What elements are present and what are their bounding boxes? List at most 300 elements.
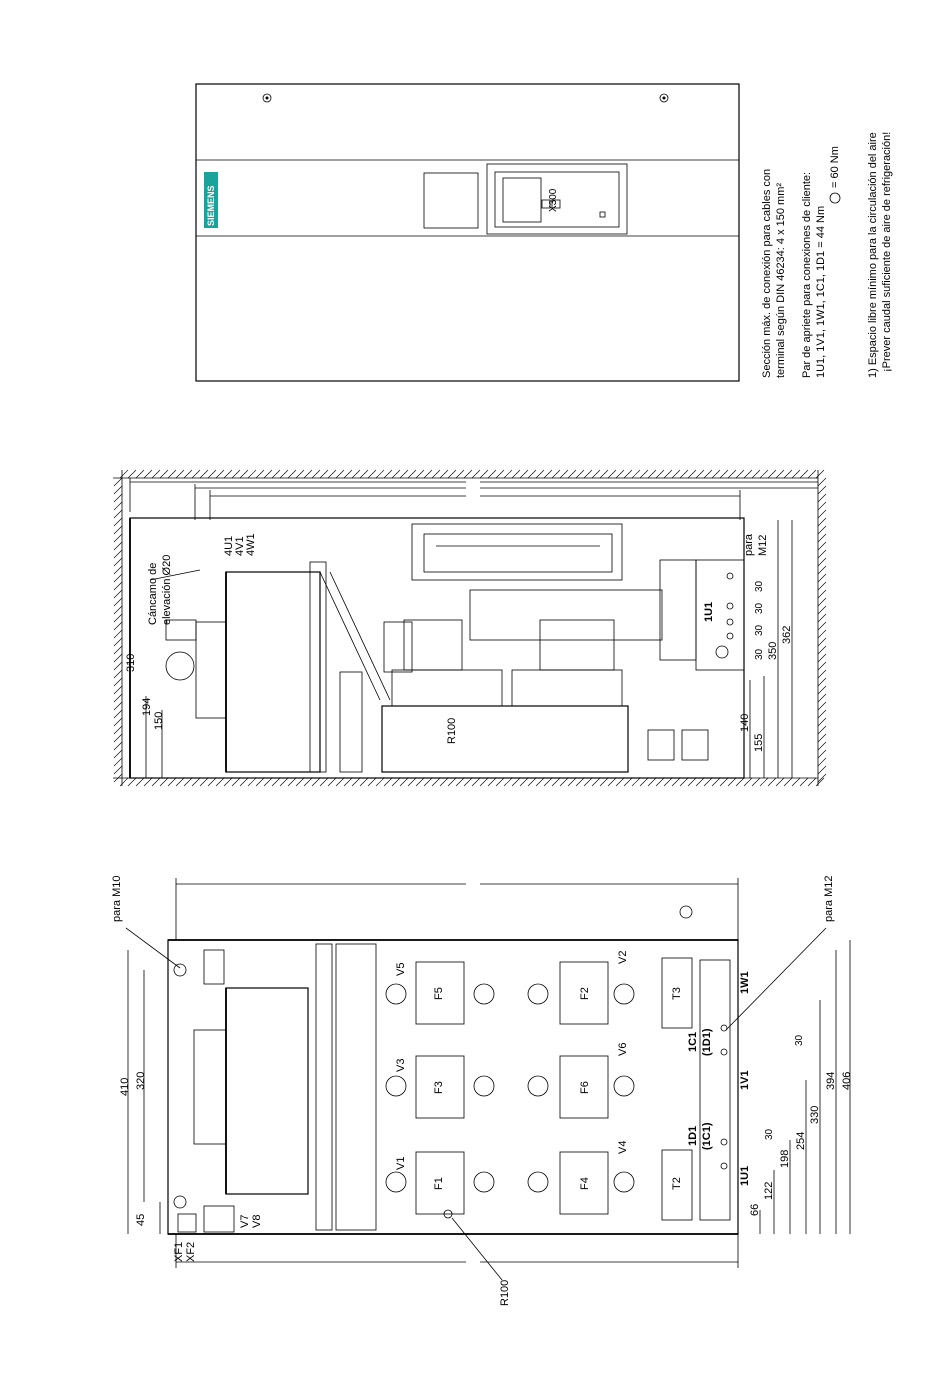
siemens-logo-text: SIEMENS — [206, 185, 216, 226]
hatch-line — [384, 778, 392, 786]
top-view — [111, 876, 853, 1306]
hatch-line — [600, 470, 608, 478]
hatch-line — [400, 778, 408, 786]
hatch-line — [528, 470, 536, 478]
front-view — [196, 84, 739, 381]
hatch-line — [114, 734, 122, 742]
capacitor — [340, 672, 362, 772]
hatch-line — [264, 470, 272, 478]
hatch-line — [818, 526, 826, 534]
hatch-line — [816, 778, 824, 786]
hatch-line — [818, 582, 826, 590]
fuse-f6: F6 — [579, 1081, 591, 1094]
hatch-line — [560, 470, 568, 478]
front-outline — [196, 84, 739, 381]
hatch-line — [416, 470, 424, 478]
hatch-line — [704, 470, 712, 478]
hatch-line — [368, 470, 376, 478]
hatch-line — [114, 574, 122, 582]
hatch-line — [114, 502, 122, 510]
hatch-line — [280, 778, 288, 786]
hatch-line — [114, 606, 122, 614]
hatch-line — [216, 470, 224, 478]
hatch-line — [640, 470, 648, 478]
note-line-1: Sección máx. de conexión para cables con — [761, 168, 773, 378]
transformer-t3: T3 — [671, 987, 683, 1000]
hatch-line — [584, 470, 592, 478]
hatch-line — [114, 670, 122, 678]
hatch-line — [160, 470, 168, 478]
hatch-line — [648, 470, 656, 478]
hatch-line — [600, 778, 608, 786]
fuse-f5: F5 — [433, 987, 445, 1000]
hatch-line — [416, 778, 424, 786]
hatch-line — [784, 470, 792, 478]
hatch-line — [144, 470, 152, 478]
fuse-f3: F3 — [433, 1081, 445, 1094]
hatch-line — [744, 470, 752, 478]
hatch-line — [114, 550, 122, 558]
hatch-line — [818, 534, 826, 542]
terminal-1u1: 1U1 — [739, 1165, 751, 1186]
hatch-line — [640, 778, 648, 786]
hatch-line — [136, 778, 144, 786]
side-enclosure — [130, 518, 744, 778]
fan-housing — [226, 572, 320, 772]
bolt-label-m12: M12 — [757, 534, 769, 556]
dim-spacing-2: 30 — [754, 602, 765, 614]
hatch-line — [114, 646, 122, 654]
hatch-line — [624, 778, 632, 786]
hatch-line — [472, 778, 480, 786]
hatch-line — [440, 470, 448, 478]
hatch-line — [114, 582, 122, 590]
hatch-line — [728, 778, 736, 786]
hatch-line — [488, 778, 496, 786]
hatch-line — [184, 470, 192, 478]
hatch-line — [776, 778, 784, 786]
hatch-line — [818, 662, 826, 670]
hatch-line — [560, 778, 568, 786]
hatch-line — [536, 470, 544, 478]
dim-66: 66 — [749, 1203, 761, 1216]
thyristor-v1: V1 — [395, 1156, 407, 1170]
heatsink — [382, 706, 628, 772]
hatch-line — [114, 694, 122, 702]
hatch-line — [688, 778, 696, 786]
hatch-line — [152, 778, 160, 786]
hatch-line — [818, 678, 826, 686]
fuse-f4: F4 — [579, 1177, 591, 1190]
hatch-line — [818, 702, 826, 710]
hatch-line — [176, 470, 184, 478]
hatch-line — [818, 646, 826, 654]
hatch-line — [712, 778, 720, 786]
hatch-line — [304, 778, 312, 786]
hatch-line — [818, 726, 826, 734]
mounting-hole-icon — [174, 1196, 186, 1208]
note-line-6: 1) Espacio libre mínimo para la circulación del aire — [867, 132, 879, 378]
hatch-line — [504, 778, 512, 786]
hatch-line — [792, 470, 800, 478]
hatch-line — [264, 778, 272, 786]
hatch-line — [816, 470, 824, 478]
fuse-grid — [386, 962, 634, 1218]
hatch-line — [344, 778, 352, 786]
hatch-line — [818, 710, 826, 718]
terminal-1c1: 1C1 — [687, 1031, 699, 1052]
dim-198: 198 — [779, 1149, 791, 1168]
output-busbar — [700, 960, 730, 1220]
hatch-line — [114, 558, 122, 566]
hatch-line — [296, 470, 304, 478]
hatch-line — [752, 778, 760, 786]
hatch-line — [392, 778, 400, 786]
thyristor-v4: V4 — [617, 1140, 629, 1154]
hatch-line — [114, 758, 122, 766]
hatch-line — [114, 542, 122, 550]
hatch-line — [128, 778, 136, 786]
hatch-line — [744, 778, 752, 786]
hatch-line — [818, 718, 826, 726]
hatch-line — [800, 778, 808, 786]
hatch-line — [232, 778, 240, 786]
hatch-line — [464, 470, 472, 478]
hatch-line — [720, 470, 728, 478]
hatch-line — [818, 486, 826, 494]
hatch-line — [200, 778, 208, 786]
hatch-line — [296, 778, 304, 786]
hatch-line — [584, 778, 592, 786]
hatch-line — [818, 558, 826, 566]
hatch-line — [818, 758, 826, 766]
fuse-f2: F2 — [579, 987, 591, 1000]
hatch-line — [256, 470, 264, 478]
hatch-line — [114, 494, 122, 502]
bolt-label-para: para — [743, 533, 755, 556]
dim-155: 155 — [753, 733, 765, 752]
hatch-line — [496, 470, 504, 478]
hatch-line — [368, 778, 376, 786]
dim-330: 330 — [809, 1105, 821, 1124]
hatch-line — [520, 470, 528, 478]
hatch-line — [520, 778, 528, 786]
hatch-line — [760, 778, 768, 786]
hatch-line — [544, 470, 552, 478]
hatch-line — [114, 510, 122, 518]
hatch-line — [168, 470, 176, 478]
hatch-line — [114, 598, 122, 606]
hatch-line — [352, 778, 360, 786]
dim-122: 122 — [763, 1181, 775, 1200]
thyristor-v3: V3 — [395, 1058, 407, 1072]
hatch-line — [376, 778, 384, 786]
hatch-line — [568, 778, 576, 786]
hatch-line — [552, 470, 560, 478]
hatch-line — [392, 470, 400, 478]
hatch-line — [544, 778, 552, 786]
hatch-line — [704, 778, 712, 786]
hatch-line — [504, 470, 512, 478]
hatch-line — [768, 470, 776, 478]
eyebolt-label-2: elevación Ø20 — [161, 554, 173, 625]
hatch-line — [818, 542, 826, 550]
hatch-line — [480, 470, 488, 478]
hatch-line — [624, 470, 632, 478]
hatch-line — [114, 710, 122, 718]
hatch-line — [712, 470, 720, 478]
hatch-line — [360, 470, 368, 478]
hatch-line — [432, 778, 440, 786]
hatch-line — [192, 470, 200, 478]
hatch-line — [818, 774, 826, 782]
thyristor-v5: V5 — [395, 962, 407, 976]
dim-spacing-4: 30 — [754, 648, 765, 660]
hatch-line — [818, 606, 826, 614]
dim-spacing-a: 30 — [794, 1034, 805, 1046]
hatch-line — [114, 718, 122, 726]
terminal-1v1: 1V1 — [739, 1070, 751, 1090]
hatch-line — [168, 778, 176, 786]
hatch-line — [360, 778, 368, 786]
hatch-line — [592, 778, 600, 786]
hatch-line — [818, 670, 826, 678]
thyristor-v7: V7 — [239, 1214, 251, 1228]
wall-hatching — [109, 468, 830, 786]
dim-406: 406 — [841, 1071, 853, 1090]
hatch-line — [408, 470, 416, 478]
hatch-line — [728, 470, 736, 478]
hatch-line — [752, 470, 760, 478]
hatch-line — [312, 470, 320, 478]
hatch-line — [136, 470, 144, 478]
hatch-line — [800, 470, 808, 478]
terminal-4w1: 4W1 — [245, 533, 257, 556]
dim-spacing-1: 30 — [754, 580, 765, 592]
hatch-line — [408, 778, 416, 786]
terminal-1d1-alt: (1D1) — [701, 1028, 713, 1056]
hatch-line — [480, 778, 488, 786]
hatch-line — [818, 638, 826, 646]
hatch-line — [608, 778, 616, 786]
hatch-line — [216, 778, 224, 786]
hatch-line — [400, 470, 408, 478]
hatch-line — [114, 590, 122, 598]
hatch-line — [114, 526, 122, 534]
hatch-line — [784, 778, 792, 786]
hatch-line — [114, 566, 122, 574]
hatch-line — [818, 654, 826, 662]
hatch-line — [208, 778, 216, 786]
thyristor-v8: V8 — [251, 1214, 263, 1228]
hatch-line — [818, 734, 826, 742]
hatch-line — [114, 622, 122, 630]
note-line-4: 1U1, 1V1, 1W1, 1C1, 1D1 = 44 Nm — [815, 205, 827, 378]
hatch-line — [376, 470, 384, 478]
hatch-line — [488, 470, 496, 478]
note-line-7: ¡Prever caudal suficiente de aire de refrigeración! — [881, 131, 893, 372]
hatch-line — [456, 778, 464, 786]
hatch-line — [384, 470, 392, 478]
thyristor-v6: V6 — [617, 1042, 629, 1056]
ground-symbol-icon — [830, 193, 840, 203]
hatch-line — [448, 778, 456, 786]
ground-terminal-icon — [680, 906, 692, 918]
transformer — [226, 988, 308, 1194]
hatch-line — [664, 470, 672, 478]
hatch-line — [808, 778, 816, 786]
hatch-line — [192, 778, 200, 786]
terminal-1c1-alt: (1C1) — [701, 1122, 713, 1150]
label-para-m10: para M10 — [111, 875, 123, 922]
note-line-2: terminal según DIN 46234: 4 x 150 mm² — [775, 182, 787, 378]
hatch-line — [680, 778, 688, 786]
hatch-line — [352, 470, 360, 478]
terminal-4u1: 4U1 — [223, 535, 235, 556]
hatch-line — [232, 470, 240, 478]
hatch-line — [632, 778, 640, 786]
side-view — [109, 468, 830, 786]
note-line-3: Par de apriete para conexiones de cliente: — [801, 171, 813, 378]
hatch-line — [114, 534, 122, 542]
hatch-line — [656, 778, 664, 786]
hatch-line — [248, 778, 256, 786]
hatch-line — [680, 470, 688, 478]
hatch-line — [256, 778, 264, 786]
notes — [761, 132, 893, 378]
terminal-block-1u1: 1U1 — [703, 601, 715, 622]
eyebolt-label-1: Cáncamo de — [147, 562, 159, 625]
hatch-line — [200, 470, 208, 478]
hatch-line — [272, 470, 280, 478]
hatch-line — [688, 470, 696, 478]
hatch-line — [818, 598, 826, 606]
dim-150: 150 — [153, 711, 165, 730]
hatch-line — [114, 702, 122, 710]
hatch-line — [224, 778, 232, 786]
hatch-line — [568, 470, 576, 478]
xf-connector — [178, 1214, 196, 1232]
hatch-line — [114, 654, 122, 662]
hatch-line — [472, 470, 480, 478]
ground-terminal-icon — [716, 646, 728, 658]
hatch-line — [248, 470, 256, 478]
hatch-line — [114, 638, 122, 646]
hatch-line — [114, 686, 122, 694]
hatch-line — [456, 470, 464, 478]
hatch-line — [672, 470, 680, 478]
hatch-line — [818, 478, 826, 486]
terminal-4v1: 4V1 — [234, 536, 246, 556]
hatch-line — [818, 574, 826, 582]
hatch-line — [720, 778, 728, 786]
hatch-line — [818, 694, 826, 702]
hatch-line — [818, 766, 826, 774]
hatch-line — [792, 778, 800, 786]
hatch-line — [114, 750, 122, 758]
hatch-line — [656, 470, 664, 478]
hatch-line — [114, 742, 122, 750]
hatch-line — [760, 470, 768, 478]
note-line-5: = 60 Nm — [829, 146, 841, 188]
hatch-line — [818, 686, 826, 694]
terminal-1d1: 1D1 — [687, 1125, 699, 1146]
hatch-line — [808, 470, 816, 478]
terminal-1w1: 1W1 — [739, 971, 751, 994]
hatch-line — [448, 470, 456, 478]
mounting-hole-icon — [174, 964, 186, 976]
hatch-line — [464, 778, 472, 786]
hatch-line — [818, 614, 826, 622]
hatch-line — [818, 510, 826, 518]
hatch-line — [818, 550, 826, 558]
dim-394: 394 — [825, 1071, 837, 1090]
hatch-line — [424, 778, 432, 786]
hatch-line — [336, 778, 344, 786]
hatch-line — [312, 778, 320, 786]
hatch-line — [818, 630, 826, 638]
hatch-line — [512, 470, 520, 478]
hatch-line — [592, 470, 600, 478]
hatch-line — [224, 470, 232, 478]
hatch-line — [114, 766, 122, 774]
hatch-line — [288, 470, 296, 478]
hatch-line — [696, 778, 704, 786]
hatch-line — [664, 778, 672, 786]
hatch-line — [114, 630, 122, 638]
control-board — [412, 524, 622, 580]
hatch-line — [440, 778, 448, 786]
dim-350: 350 — [767, 641, 779, 660]
hatch-line — [304, 470, 312, 478]
dim-320: 320 — [135, 1071, 147, 1090]
hatch-line — [536, 778, 544, 786]
hatch-line — [336, 470, 344, 478]
hatch-line — [818, 742, 826, 750]
hatch-line — [776, 470, 784, 478]
hatch-line — [818, 622, 826, 630]
hatch-line — [328, 470, 336, 478]
hatch-line — [818, 750, 826, 758]
hatch-line — [114, 614, 122, 622]
dim-362: 362 — [781, 625, 793, 644]
hatch-line — [280, 470, 288, 478]
hatch-line — [616, 470, 624, 478]
dim-310: 310 — [125, 653, 137, 672]
hatch-line — [114, 662, 122, 670]
hatch-line — [208, 470, 216, 478]
hatch-line — [818, 518, 826, 526]
transformer-t2: T2 — [671, 1177, 683, 1190]
hatch-line — [328, 778, 336, 786]
hatch-line — [320, 778, 328, 786]
hatch-line — [120, 470, 128, 478]
hatch-line — [648, 778, 656, 786]
hatch-line — [114, 678, 122, 686]
hatch-line — [696, 470, 704, 478]
hatch-line — [608, 470, 616, 478]
dim-45: 45 — [135, 1213, 147, 1226]
hatch-line — [632, 470, 640, 478]
thyristor-v2: V2 — [617, 950, 629, 964]
connector-xf1: XF1 — [173, 1241, 185, 1262]
hatch-line — [152, 470, 160, 478]
hatch-line — [288, 778, 296, 786]
hatch-line — [320, 470, 328, 478]
resistor-label: R100 — [499, 1279, 511, 1306]
hatch-line — [576, 778, 584, 786]
display-window — [424, 173, 478, 228]
